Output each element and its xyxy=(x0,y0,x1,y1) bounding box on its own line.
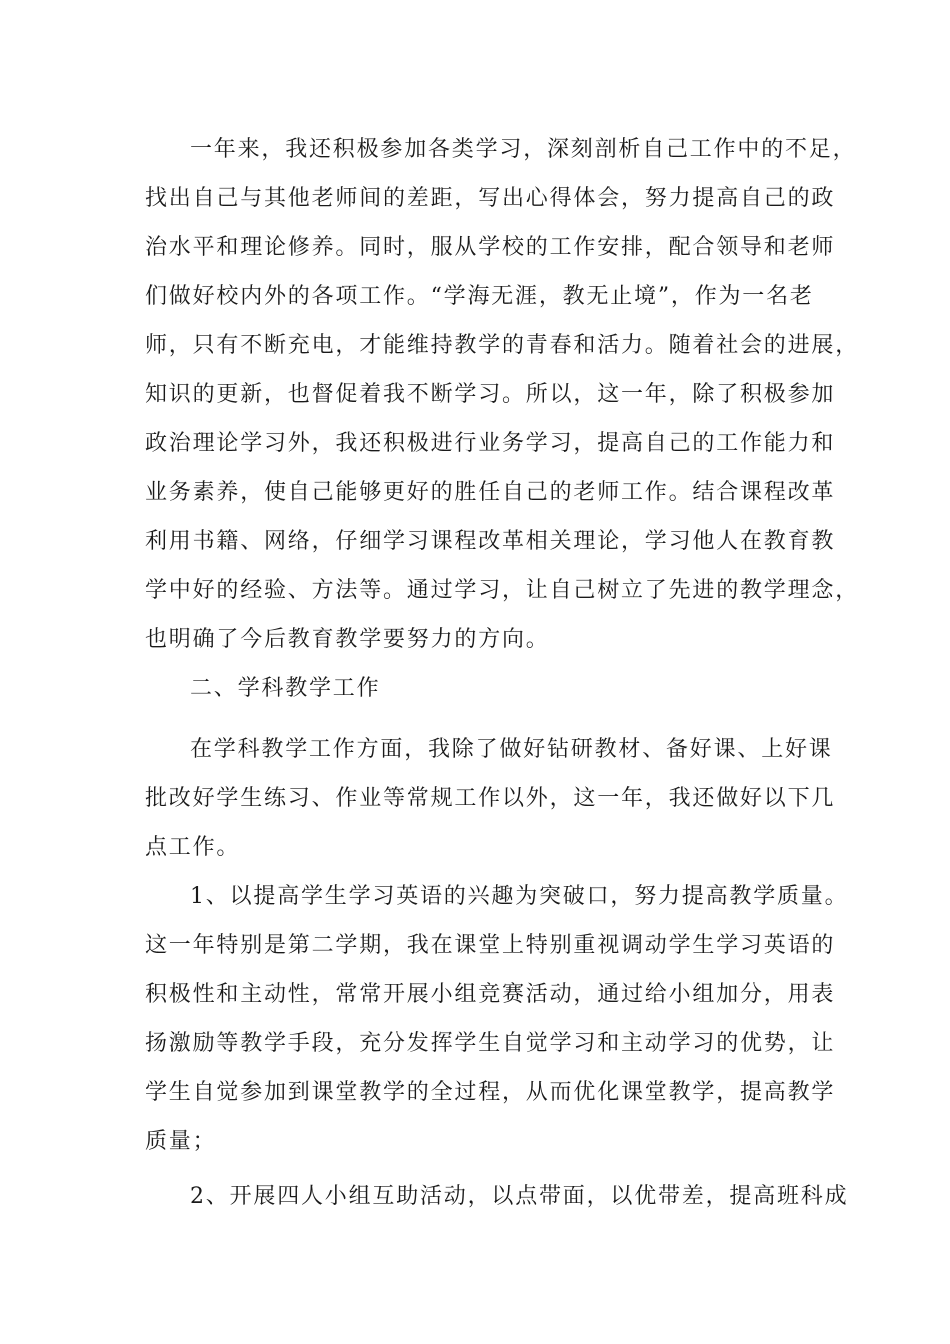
paragraph-line: 点工作。 xyxy=(145,835,241,860)
section-heading: 二、学科教学工作 xyxy=(190,676,381,701)
paragraph-line: 在学科教学工作方面，我除了做好钻研教材、备好课、上好课 xyxy=(190,737,833,762)
paragraph-line: 批改好学生练习、作业等常规工作以外，这一年，我还做好以下几 xyxy=(145,786,836,811)
paragraph-line: 政治理论学习外，我还积极进行业务学习，提高自己的工作能力和 xyxy=(145,431,836,456)
paragraph-line: 学中好的经验、方法等。通过学习，让自己树立了先进的教学理念， xyxy=(145,578,860,603)
paragraph-line: 质量； xyxy=(145,1129,217,1154)
paragraph-line: 找出自己与其他老师间的差距，写出心得体会，努力提高自己的政 xyxy=(145,186,836,211)
paragraph-line: 们做好校内外的各项工作。“学海无涯，教无止境”，作为一名老 xyxy=(145,284,814,309)
paragraph-line: 这一年特别是第二学期，我在课堂上特别重视调动学生学习英语的 xyxy=(145,933,836,958)
paragraph-line: 积极性和主动性，常常开展小组竞赛活动，通过给小组加分，用表 xyxy=(145,982,836,1007)
paragraph-line: 知识的更新，也督促着我不断学习。所以，这一年，除了积极参加 xyxy=(145,382,836,407)
paragraph-line: 师，只有不断充电，才能维持教学的青春和活力。随着社会的进展， xyxy=(145,333,860,358)
paragraph-line: 利用书籍、网络，仔细学习课程改革相关理论，学习他人在教育教 xyxy=(145,529,836,554)
paragraph-line: 也明确了今后教育教学要努力的方向。 xyxy=(145,627,550,652)
paragraph-line: 一年来，我还积极参加各类学习，深刻剖析自己工作中的不足， xyxy=(190,137,857,162)
paragraph-line: 治水平和理论修养。同时，服从学校的工作安排，配合领导和老师 xyxy=(145,235,836,260)
paragraph-line: 扬激励等教学手段，充分发挥学生自觉学习和主动学习的优势，让 xyxy=(145,1031,836,1056)
paragraph-line: 1、以提高学生学习英语的兴趣为突破口，努力提高教学质量。 xyxy=(190,884,849,909)
paragraph-line: 业务素养，使自己能够更好的胜任自己的老师工作。结合课程改革 xyxy=(145,480,836,505)
paragraph-line: 学生自觉参加到课堂教学的全过程，从而优化课堂教学，提高教学 xyxy=(145,1080,836,1105)
paragraph-line: 2、开展四人小组互助活动，以点带面，以优带差，提高班科成 xyxy=(190,1184,849,1209)
